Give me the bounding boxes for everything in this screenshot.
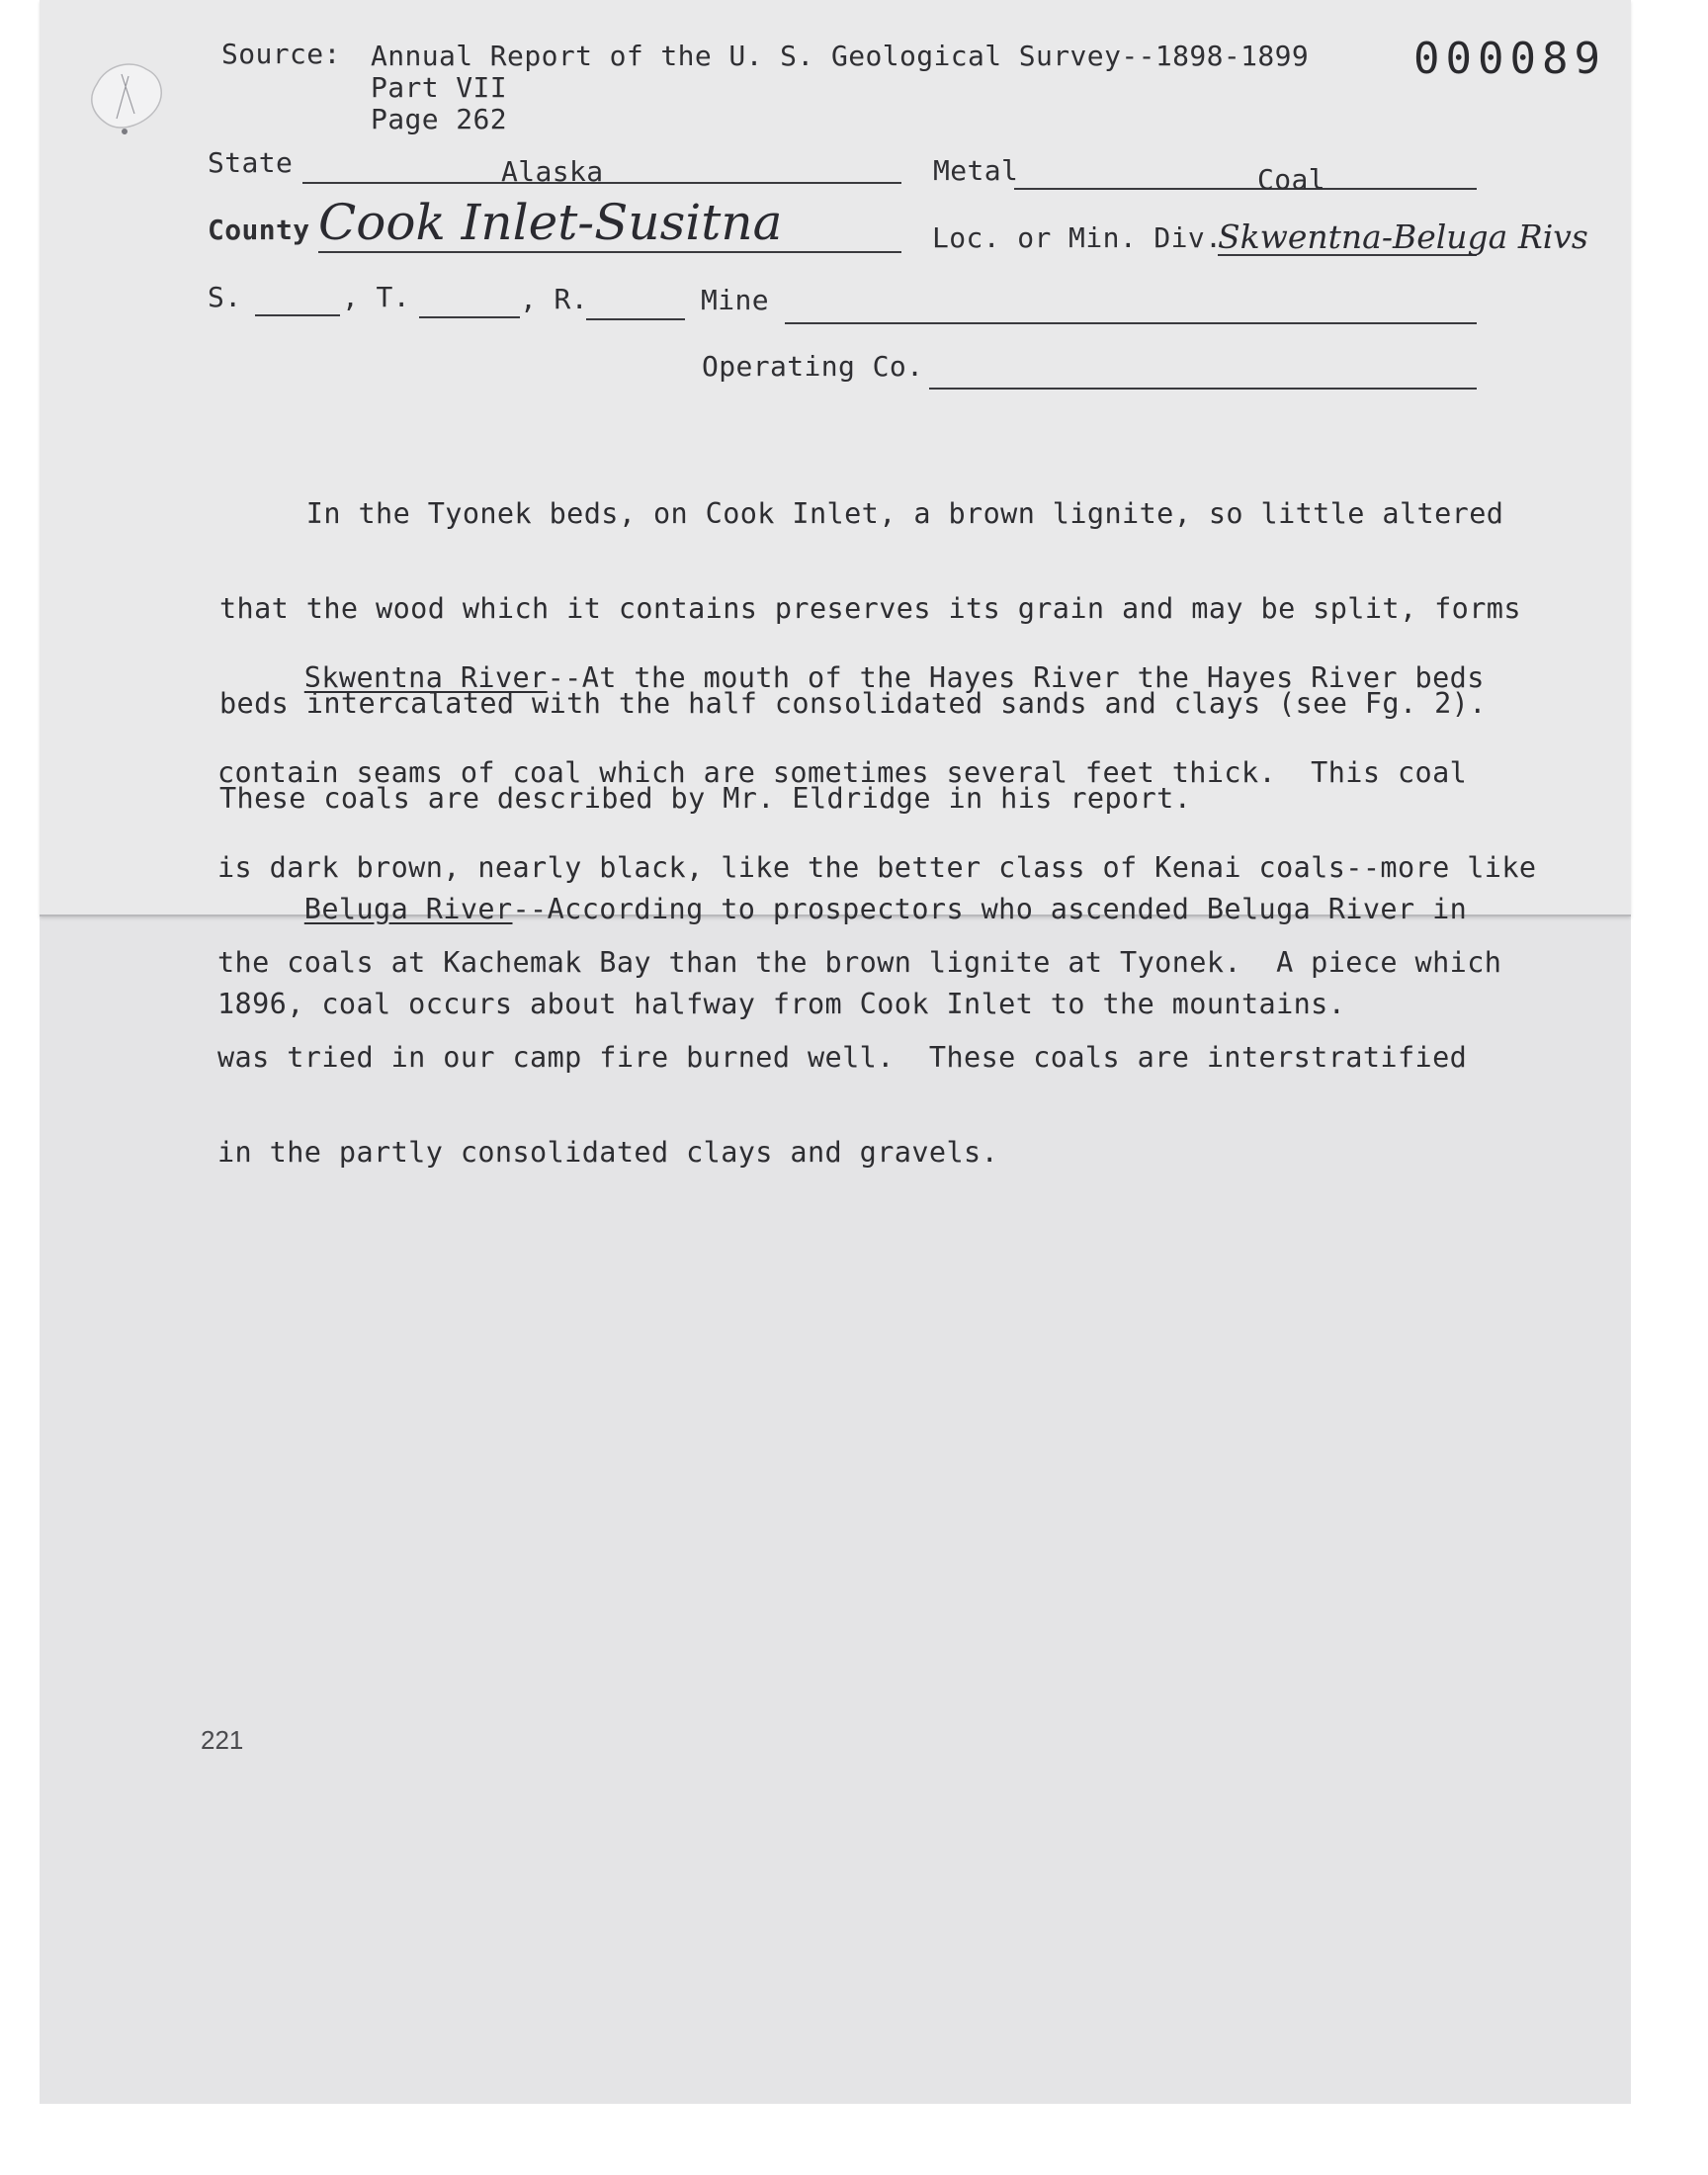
r-line: [586, 318, 685, 320]
paragraph-line-rest: --According to prospectors who ascended Beluga River in: [512, 893, 1468, 925]
paragraph-line: in the partly consolidated clays and gravels.: [217, 1136, 999, 1169]
operating-line: [929, 388, 1477, 390]
paper-tear-mark: [77, 54, 176, 143]
source-title: Annual Report of the U. S. Geological Survey--1898-1899: [371, 40, 1310, 72]
paragraph-line: 1896, coal occurs about halfway from Cook Inlet to the mountains.: [217, 988, 1346, 1020]
metal-label: Metal: [933, 154, 1019, 187]
metal-line: [1014, 188, 1477, 190]
paragraph-line: that the wood which it contains preserves its grain and may be split, forms: [219, 592, 1521, 625]
paragraph-line: is dark brown, nearly black, like the better class of Kenai coals--more like: [217, 851, 1537, 884]
section-heading-skwentna: Skwentna River: [303, 661, 548, 694]
t-line: [419, 316, 520, 318]
operating-label: Operating Co.: [702, 350, 924, 383]
document-number: 000089: [1413, 34, 1606, 84]
paragraph-beluga: [217, 830, 1537, 1052]
paragraph-first-line: [217, 662, 1502, 694]
metal-value: Coal: [1257, 163, 1326, 196]
paragraph-line: These coals are described by Mr. Eldridge in his report.: [219, 782, 1192, 815]
source-label: Source:: [221, 38, 341, 70]
mine-label: Mine: [701, 284, 770, 316]
county-value: Cook Inlet-Susitna: [318, 194, 783, 251]
county-label: County: [208, 214, 310, 246]
paragraph-line: In the Tyonek beds, on Cook Inlet, a brown lignite, so little altered: [219, 497, 1504, 530]
loc-label: Loc. or Min. Div.: [932, 221, 1223, 254]
source-part: Part VII: [371, 71, 508, 104]
paragraph-line: was tried in our camp fire burned well. These coals are interstratified: [217, 1041, 1468, 1074]
loc-value: Skwentna-Beluga Rivs: [1218, 218, 1588, 256]
t-label: , T.: [342, 281, 411, 313]
paragraph-line-rest: --At the mouth of the Hayes River the Hayes River beds: [547, 661, 1485, 694]
paragraph-line: contain seams of coal which are sometimes several feet thick. This coal: [217, 756, 1468, 789]
state-label: State: [208, 146, 294, 179]
s-line: [255, 314, 340, 316]
s-label: S.: [208, 281, 242, 313]
paragraph-first-line: [217, 894, 1502, 925]
paragraph-line: beds intercalated with the half consolidated sands and clays (see Fg. 2).: [219, 687, 1487, 720]
county-line: [318, 251, 901, 253]
source-page: Page 262: [371, 103, 508, 135]
state-value: Alaska: [501, 155, 604, 188]
paragraph-line: the coals at Kachemak Bay than the brown lignite at Tyonek. A piece which: [217, 946, 1502, 979]
r-label: , R.: [520, 283, 589, 315]
section-heading-beluga: Beluga River: [303, 893, 513, 925]
page-number: 221: [201, 1725, 244, 1755]
mine-line: [785, 322, 1477, 324]
